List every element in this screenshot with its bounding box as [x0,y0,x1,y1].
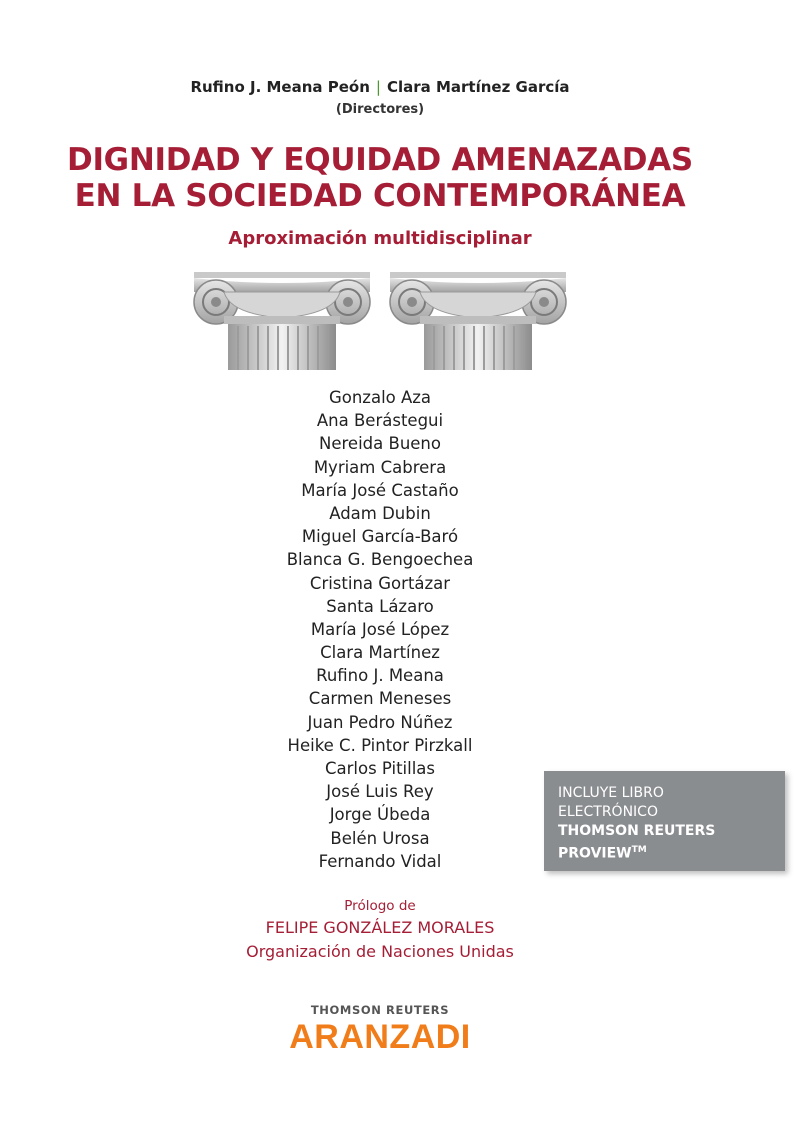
publisher-group: THOMSON REUTERS [310,1003,450,1017]
author-name: Adam Dubin [329,503,431,523]
badge-line: INCLUYE LIBRO [558,785,664,801]
author-name: Ana Berástegui [316,411,444,431]
author-name: Jorge Úbeda [329,805,431,825]
column-capitals-illustration [190,272,570,372]
prologue-label: Prólogo de [344,898,416,914]
author-name: María José López [310,619,450,639]
author-name: Blanca G. Bengoechea [286,550,474,570]
author-name: Juan Pedro Núñez [307,712,453,732]
directors-separator: | [375,78,381,96]
author-name: Clara Martínez [320,643,440,663]
title-line: DIGNIDAD Y EQUIDAD AMENAZADAS [67,142,693,178]
directors-role: (Directores) [335,102,425,117]
author-name: Miguel García-Baró [301,527,459,547]
author-name: Cristina Gortázar [309,573,451,593]
ebook-badge [544,771,785,871]
author-name: Carmen Meneses [308,689,452,709]
author-name: Fernando Vidal [318,851,442,871]
publisher-logo: ARANZADI [289,1018,471,1056]
trademark-mark: TM [631,845,647,855]
author-name: José Luis Rey [326,782,434,802]
book-title [0,142,760,214]
badge-proview-line [558,841,777,864]
title-line: EN LA SOCIEDAD CONTEMPORÁNEA [74,178,686,214]
badge-line: THOMSON REUTERS [558,823,716,839]
author-name: Heike C. Pintor Pirzkall [287,735,473,755]
column-capital-icon [390,272,566,370]
badge-line: PROVIEW [558,845,632,862]
author-name: Belén Urosa [330,828,430,848]
column-capital-icon [194,272,370,370]
author-name: Santa Lázaro [326,596,434,616]
author-name: Carlos Pitillas [324,759,436,778]
prologue-author: FELIPE GONZÁLEZ MORALES [265,918,495,937]
author-name: María José Castaño [301,480,459,500]
director-name: Rufino J. Meana Peón [190,78,370,96]
directors-line [0,78,760,96]
author-name: Myriam Cabrera [313,457,447,477]
book-subtitle: Aproximación multidisciplinar [228,228,532,249]
author-name: Nereida Bueno [319,434,441,454]
author-name: Gonzalo Aza [328,388,432,407]
badge-line: ELECTRÓNICO [558,804,658,820]
author-name: Rufino J. Meana [316,666,444,686]
director-name: Clara Martínez García [386,78,570,96]
prologue-organization: Organización de Naciones Unidas [246,942,514,961]
